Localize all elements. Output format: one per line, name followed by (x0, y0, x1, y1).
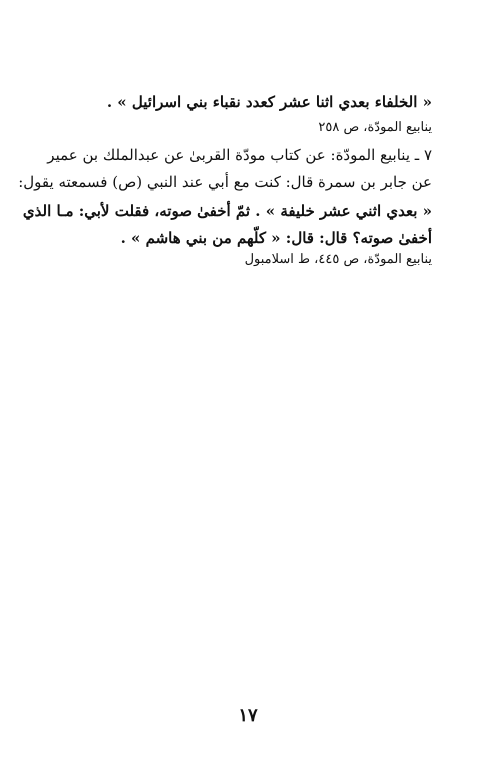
hadith-quote-line: أخفىٰ صوته؟ قال: قال: « كلّهم من بني هاشم » . (120, 229, 432, 247)
paragraph-line: ٧ ـ ينابيع المودّة: عن كتاب مودّة القربىٰ عن عبدالملك بن عمير (47, 146, 432, 164)
source-reference: ينابيع المودّة، ص ٢٥٨ (318, 120, 432, 135)
source-reference: ينابيع المودّة، ص ٤٤٥، ط اسلامبول (244, 252, 432, 267)
hadith-quote-line: « بعدي اثني عشر خليفة » . ثمّ أخفىٰ صوته، فقلت لأبي: مـا الذي (22, 202, 432, 220)
page-number: ١٧ (238, 705, 258, 726)
paragraph-line: عن جابر بن سمرة قال: كنت مع أبي عند النبي (ص) فسمعته يقول: (18, 173, 432, 191)
hadith-quote-line: « الخلفاء بعدي اثنا عشر كعدد نقباء بني اسرائيل » . (106, 93, 432, 111)
